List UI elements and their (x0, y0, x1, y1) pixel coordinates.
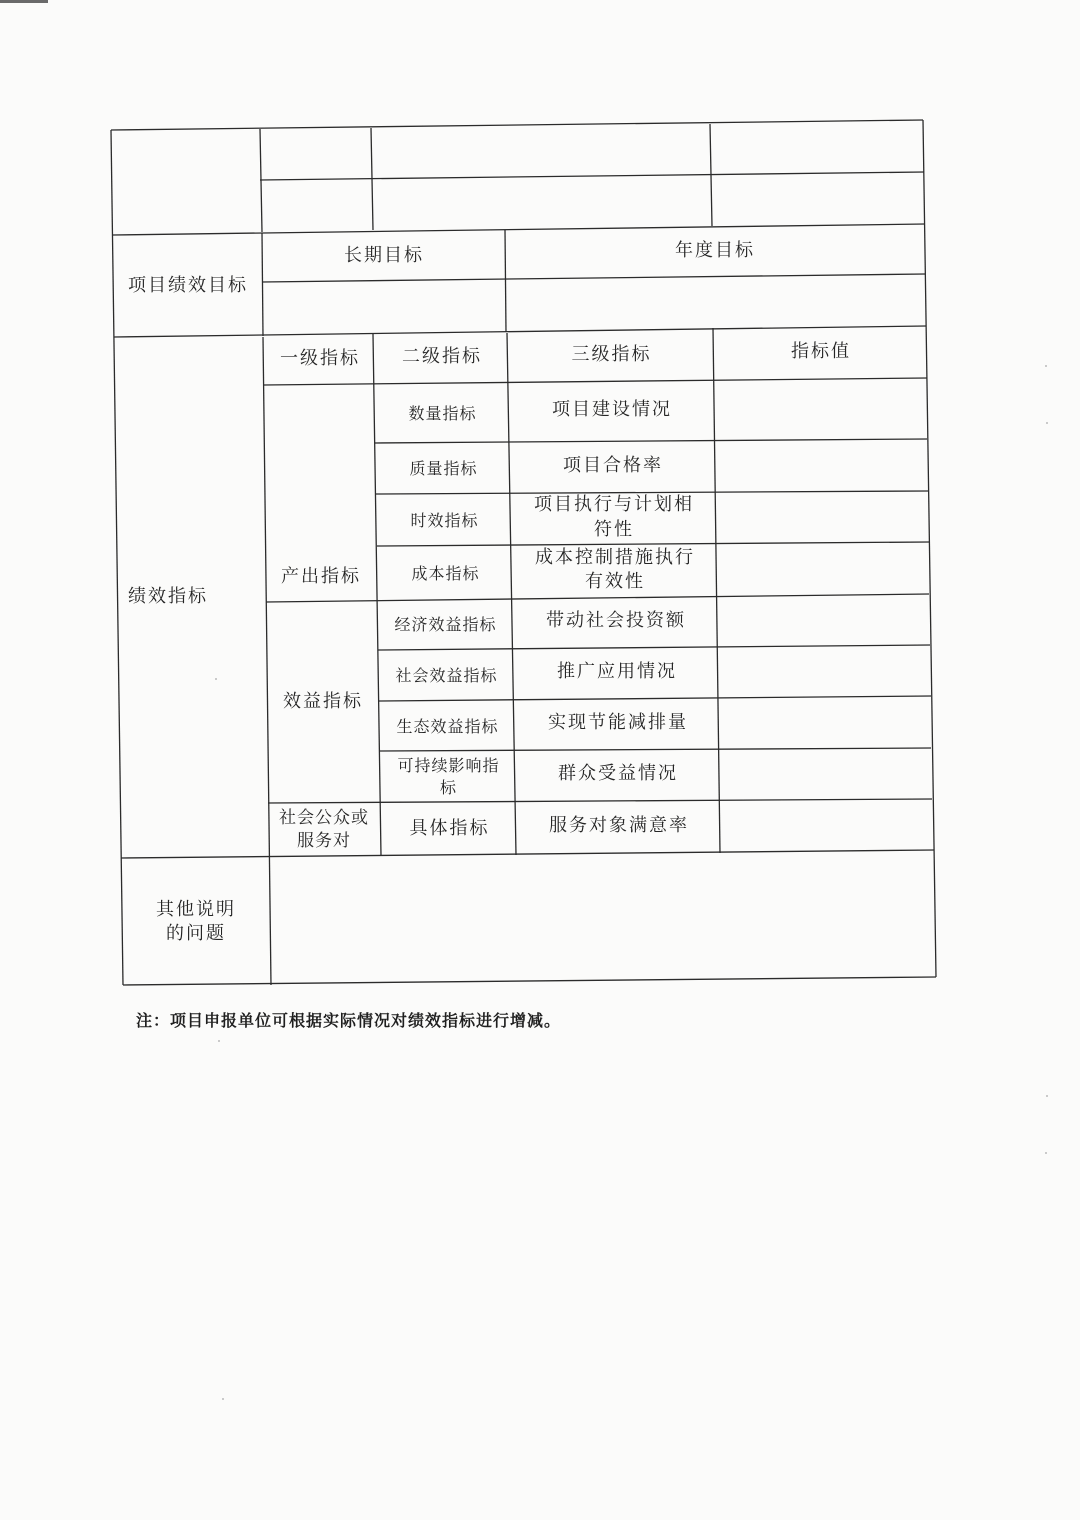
level1-satisfaction (270, 804, 378, 856)
row9-level3 (517, 801, 721, 851)
scan-speck (1045, 1152, 1047, 1154)
header-level1-text: 一级指标 (280, 347, 360, 369)
header-level2 (376, 332, 508, 382)
level1-output-text: 产出指标 (281, 565, 361, 587)
performance-goal-label (113, 236, 263, 336)
row4-level2-text: 成本指标 (411, 564, 480, 584)
indicators-label-text: 绩效指标 (128, 585, 208, 607)
footnote: 注：项目申报单位可根据实际情况对绩效指标进行增减。 (136, 1011, 562, 1030)
performance-goal-label-text: 项目绩效目标 (128, 274, 248, 296)
row4-level3 (513, 544, 717, 596)
row9-level2 (383, 804, 516, 854)
row6-level3-text: 推广应用情况 (557, 660, 677, 682)
scan-speck (1046, 1095, 1048, 1097)
row1-level3 (510, 383, 714, 438)
level1-output (266, 386, 376, 601)
row5-level2-text: 经济效益指标 (394, 615, 497, 635)
row7-level3-text: 实现节能减排量 (548, 711, 688, 733)
header-level3 (509, 330, 714, 380)
header-level3-text: 三级指标 (571, 343, 652, 365)
row2-level3 (511, 441, 715, 491)
scan-speck (218, 1040, 220, 1042)
row8-level2-text: 可持续影响指标 (397, 756, 500, 797)
row3-level2-text: 时效指标 (410, 510, 479, 530)
row3-level3 (512, 492, 716, 543)
other-notes-label-text: 其他说明的问题 (156, 898, 236, 944)
row9-level2-text: 具体指标 (409, 817, 490, 839)
header-value (715, 326, 927, 378)
row6-level2-text: 社会效益指标 (395, 666, 498, 686)
row7-level3 (516, 698, 720, 748)
annual-goal-text: 年度目标 (675, 239, 755, 261)
row1-level2-text: 数量指标 (408, 403, 477, 423)
row5-level3-text: 带动社会投资额 (546, 609, 686, 631)
row2-level2 (378, 444, 509, 494)
row3-level3-text: 项目执行与计划相符性 (534, 494, 694, 540)
row2-level3-text: 项目合格率 (563, 454, 663, 476)
row8-level2 (383, 752, 514, 802)
scan-speck (1046, 422, 1048, 424)
annual-goal-header (506, 226, 924, 276)
row4-level2 (380, 547, 511, 601)
row5-level3 (514, 596, 718, 646)
header-level2-text: 二级指标 (402, 345, 482, 367)
row6-level2 (381, 651, 512, 701)
row8-level3-text: 群众受益情况 (558, 762, 678, 784)
header-level1 (265, 334, 375, 384)
row6-level3 (515, 647, 719, 697)
row1-level3-text: 项目建设情况 (552, 399, 672, 421)
level1-benefit (268, 602, 378, 802)
header-value-text: 指标值 (791, 340, 851, 362)
row9-level3-text: 服务对象满意率 (549, 814, 689, 836)
scan-speck (222, 1398, 224, 1400)
row1-level2 (377, 386, 508, 441)
row4-level3-text: 成本控制措施执行有效性 (535, 546, 695, 592)
scan-speck (215, 678, 217, 680)
indicators-label (116, 338, 266, 856)
other-notes-label (122, 860, 270, 984)
row7-level2 (382, 702, 513, 751)
row5-level2 (380, 601, 511, 649)
row3-level2 (379, 495, 510, 546)
row7-level2-text: 生态效益指标 (396, 716, 499, 736)
long-term-goal-text: 长期目标 (344, 244, 424, 266)
row2-level2-text: 质量指标 (409, 459, 478, 479)
long-term-goal-header (263, 232, 505, 280)
row8-level3 (516, 749, 720, 799)
level1-satisfaction-text: 社会公众或服务对 (279, 808, 369, 851)
scan-speck (1045, 365, 1047, 367)
level1-benefit-text: 效益指标 (283, 690, 363, 712)
